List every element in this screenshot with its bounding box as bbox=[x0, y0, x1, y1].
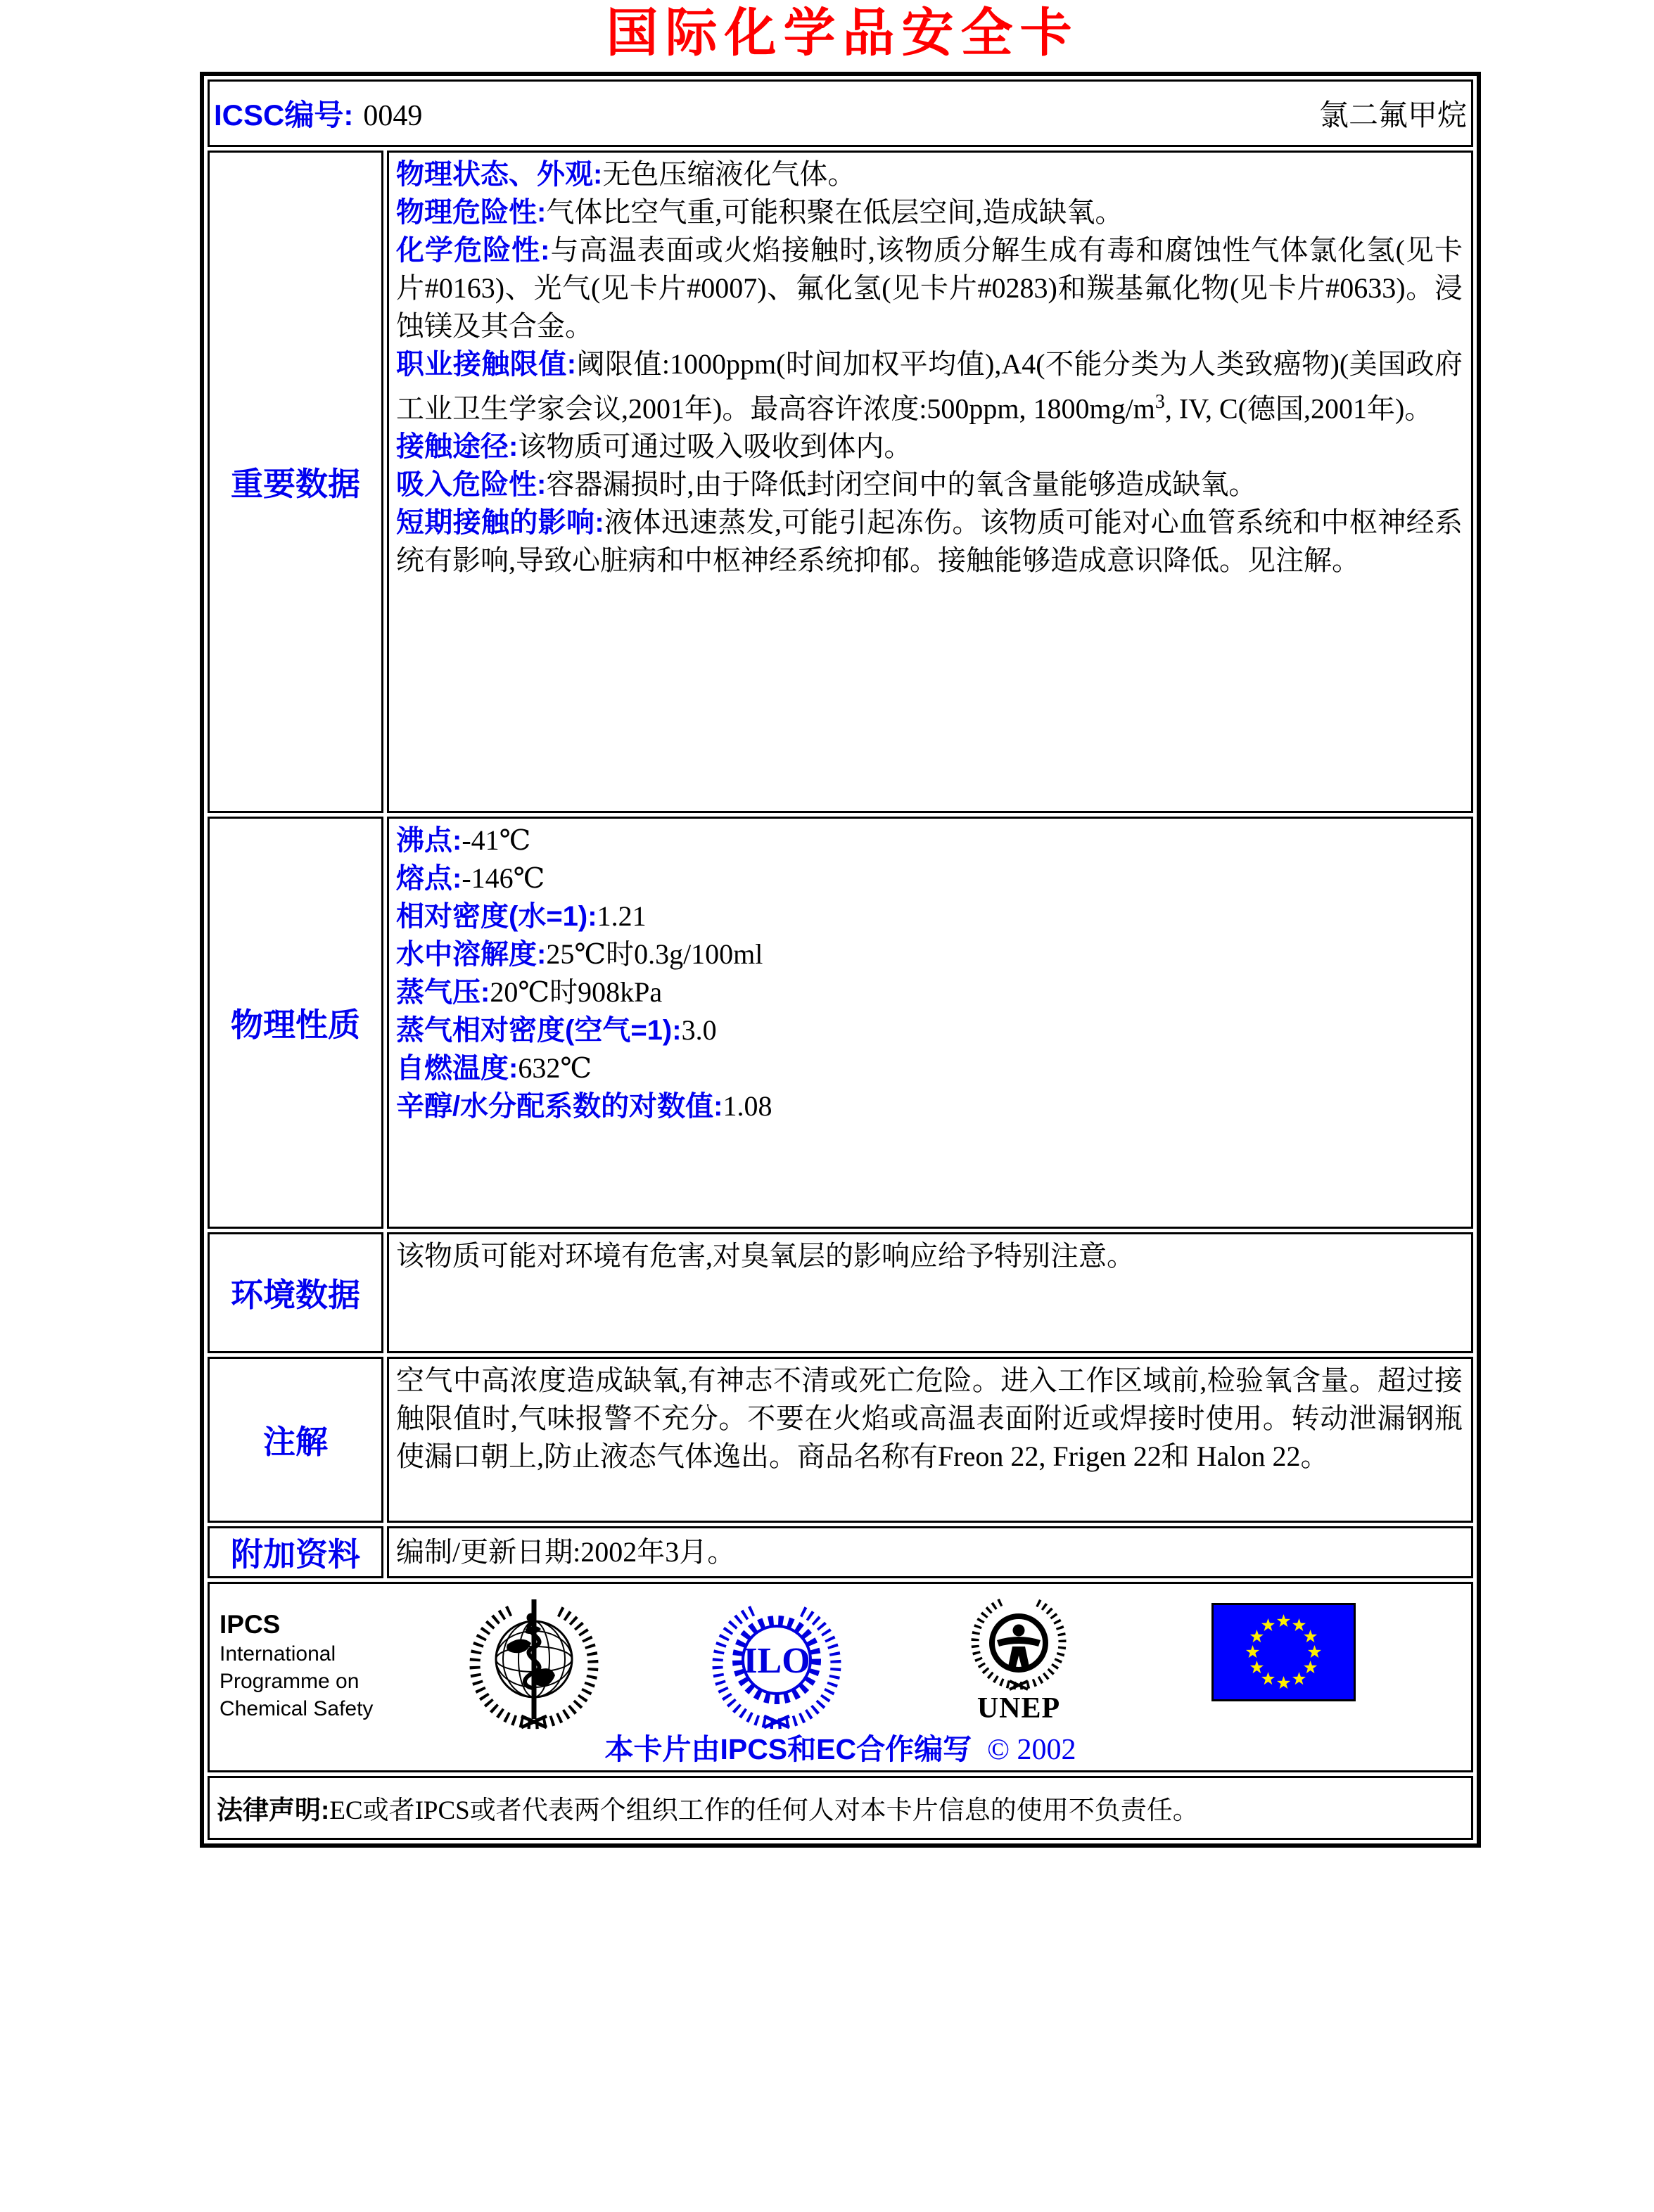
eu-flag-icon bbox=[1211, 1603, 1356, 1701]
legal-notice-row bbox=[208, 1776, 1473, 1840]
field-label: 职业接触限值: bbox=[396, 348, 577, 380]
field-label: 辛醇/水分配系数的对数值: bbox=[396, 1090, 723, 1122]
who-logo-icon bbox=[464, 1592, 604, 1733]
legal-notice-text: EC或者IPCS或者代表两个组织工作的任何人对本卡片信息的使用不负责任。 bbox=[329, 1796, 1199, 1826]
field-label: 物理危险性: bbox=[396, 196, 547, 228]
unep-logo-text: UNEP bbox=[977, 1692, 1061, 1725]
ipcs-text-block bbox=[220, 1609, 373, 1722]
field-value: , IV, C(德国,2001年)。 bbox=[1164, 392, 1433, 425]
unep-logo-icon bbox=[958, 1591, 1081, 1725]
field-value: 无色压缩液化气体。 bbox=[602, 158, 856, 190]
icsc-number-value: 0049 bbox=[363, 99, 423, 132]
field-value: 1.08 bbox=[723, 1089, 772, 1122]
section-additional-info bbox=[387, 1526, 1473, 1578]
section-notes bbox=[387, 1357, 1473, 1523]
section-label-additional-info: 附加资料 bbox=[208, 1526, 383, 1578]
field-label: 蒸气压: bbox=[396, 976, 490, 1008]
field-short-term-exposure-effects bbox=[396, 504, 1463, 580]
field-value: 液体迅速蒸发,可能引起冻伤。该物质可能对心血管系统和中枢神经系统有影响,导致心脏病和中枢神经系统抑郁。接触能够造成意识降低。见注解。 bbox=[396, 506, 1463, 577]
field-inhalation-risk bbox=[396, 466, 1463, 504]
chemical-name: 氯二氟甲烷 bbox=[1318, 99, 1467, 132]
field-value: 632℃ bbox=[518, 1051, 592, 1084]
section-label-physical-properties: 物理性质 bbox=[208, 817, 383, 1229]
field-value: 1.21 bbox=[597, 900, 647, 932]
credit-row bbox=[210, 1726, 1471, 1767]
field-label: 水中溶解度: bbox=[396, 938, 547, 970]
card-header-row bbox=[208, 79, 1473, 147]
field-value: 25℃时0.3g/100ml bbox=[546, 938, 763, 970]
additional-info-text: 编制/更新日期:2002年3月。 bbox=[396, 1535, 736, 1568]
field-value: 该物质可通过吸入吸收到体内。 bbox=[518, 430, 912, 463]
icsc-number bbox=[214, 92, 422, 134]
page-title: 国际化学品安全卡 bbox=[606, 5, 1079, 63]
copyright-text: © 2002 bbox=[987, 1733, 1076, 1766]
section-label-environmental-data: 环境数据 bbox=[208, 1232, 383, 1353]
ilo-logo-icon bbox=[706, 1592, 847, 1733]
field-value: 3.0 bbox=[681, 1014, 717, 1046]
field-label: 接触途径: bbox=[396, 431, 519, 463]
ipcs-line: Chemical Safety bbox=[220, 1696, 374, 1720]
safety-card-table bbox=[200, 72, 1481, 1848]
section-label-notes: 注解 bbox=[208, 1357, 383, 1523]
field-vapour-pressure bbox=[396, 973, 1463, 1011]
field-label: 吸入危险性: bbox=[396, 469, 547, 501]
credit-text: 本卡片由IPCS和EC合作编写 bbox=[604, 1732, 972, 1765]
notes-text: 空气中高浓度造成缺氧,有神志不清或死亡危险。进入工作区域前,检验氧含量。超过接触限值时,气味报警不充分。不要在火焰或高温表面附近或焊接时使用。转动泄漏钢瓶使漏口朝上,防止液态气体逸出。商品名称有Freon 22, Frigen 22和 Halon 22。 bbox=[396, 1364, 1463, 1472]
footer-logos-row bbox=[208, 1582, 1473, 1772]
legal-notice-label: 法律声明: bbox=[217, 1796, 330, 1825]
field-value: 气体比空气重,可能积聚在低层空间,造成缺氧。 bbox=[546, 196, 1124, 228]
field-octanol-water-partition bbox=[396, 1087, 1463, 1125]
field-relative-vapour-density bbox=[396, 1011, 1463, 1049]
field-autoignition-temperature bbox=[396, 1049, 1463, 1087]
field-routes-of-exposure bbox=[396, 428, 1463, 466]
field-chemical-dangers bbox=[396, 231, 1463, 345]
field-label: 化学危险性: bbox=[396, 234, 550, 266]
field-label: 自燃温度: bbox=[396, 1052, 519, 1084]
field-physical-dangers bbox=[396, 193, 1463, 231]
field-value: 阈限值:1000ppm(时间加权平均值),A4(不能分类为人类致癌物)(美国政府工业卫生学家会议,2001年)。最高容许浓度:500ppm, 1800mg/m bbox=[396, 347, 1463, 425]
field-label: 沸点: bbox=[396, 824, 462, 856]
ipcs-acronym: IPCS bbox=[220, 1609, 281, 1639]
field-label: 蒸气相对密度(空气=1): bbox=[396, 1014, 682, 1046]
field-value: -146℃ bbox=[462, 862, 545, 894]
field-water-solubility bbox=[396, 935, 1463, 973]
field-label: 熔点: bbox=[396, 862, 462, 894]
field-value: 与高温表面或火焰接触时,该物质分解生成有毒和腐蚀性气体氯化氢(见卡片#0163)、光气(见卡片#0007)、氟化氢(见卡片#0283)和羰基氟化物(见卡片#0633)。浸蚀镁及其合金。 bbox=[396, 234, 1463, 342]
environmental-data-text: 该物质可能对环境有危害,对臭氧层的影响应给予特别注意。 bbox=[396, 1239, 1135, 1272]
field-value: 20℃时908kPa bbox=[490, 976, 663, 1008]
field-occupational-exposure-limits bbox=[396, 345, 1463, 428]
section-important-data bbox=[387, 151, 1473, 813]
ilo-logo-text: ILO bbox=[743, 1640, 810, 1681]
section-physical-properties bbox=[387, 817, 1473, 1229]
field-label: 短期接触的影响: bbox=[396, 507, 604, 539]
field-value: -41℃ bbox=[462, 824, 531, 856]
field-label: 物理状态、外观: bbox=[396, 158, 603, 190]
ipcs-line: International bbox=[220, 1642, 336, 1666]
icsc-number-label: ICSC编号: bbox=[214, 98, 354, 132]
field-label: 相对密度(水=1): bbox=[396, 900, 597, 932]
section-label-important-data: 重要数据 bbox=[208, 151, 383, 813]
ipcs-line: Programme on bbox=[220, 1669, 360, 1693]
field-melting-point bbox=[396, 859, 1463, 897]
field-value: 容器漏损时,由于降低封闭空间中的氧含量能够造成缺氧。 bbox=[546, 468, 1257, 501]
superscript: 3 bbox=[1154, 390, 1165, 413]
field-physical-state-appearance bbox=[396, 155, 1463, 193]
section-environmental-data bbox=[387, 1232, 1473, 1353]
field-relative-density bbox=[396, 897, 1463, 935]
field-boiling-point bbox=[396, 821, 1463, 859]
